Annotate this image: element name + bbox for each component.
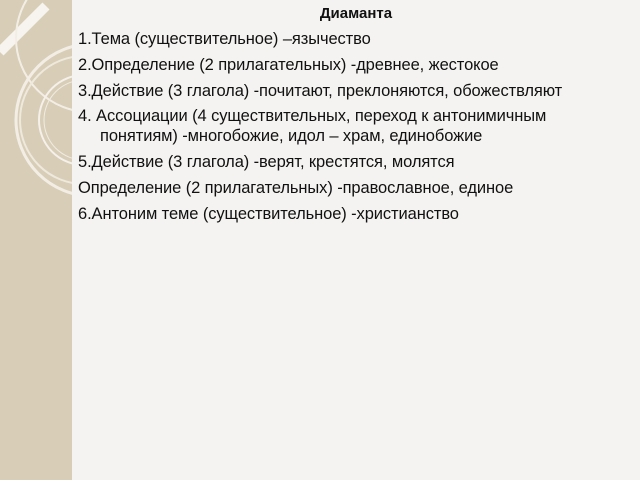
line-2-definition: 2.Определение (2 прилагательных) -древнее, жестокое <box>78 56 499 74</box>
decorative-sidebar <box>0 0 72 480</box>
line-3-action: 3.Действие (3 глагола) -почитают, преклоняются, обожествляют <box>78 82 563 100</box>
decorative-circles <box>0 0 72 480</box>
line-6-antonym: 6.Антоним теме (существительное) -христианство <box>78 205 459 223</box>
line-4-associations: 4. Ассоциации (4 существительных, переход к антонимичным <box>78 107 547 125</box>
slide-title: Диаманта <box>319 5 393 22</box>
line-4-associations-continued: понятиям) -многобожие, идол – храм, единобожие <box>100 127 483 145</box>
line-definition-2: Определение (2 прилагательных) -православное, единое <box>78 179 514 197</box>
line-5-action: 5.Действие (3 глагола) -верят, крестятся, молятся <box>78 153 455 171</box>
slide-content <box>72 0 640 480</box>
line-1-theme: 1.Тема (существительное) –язычество <box>78 30 371 48</box>
